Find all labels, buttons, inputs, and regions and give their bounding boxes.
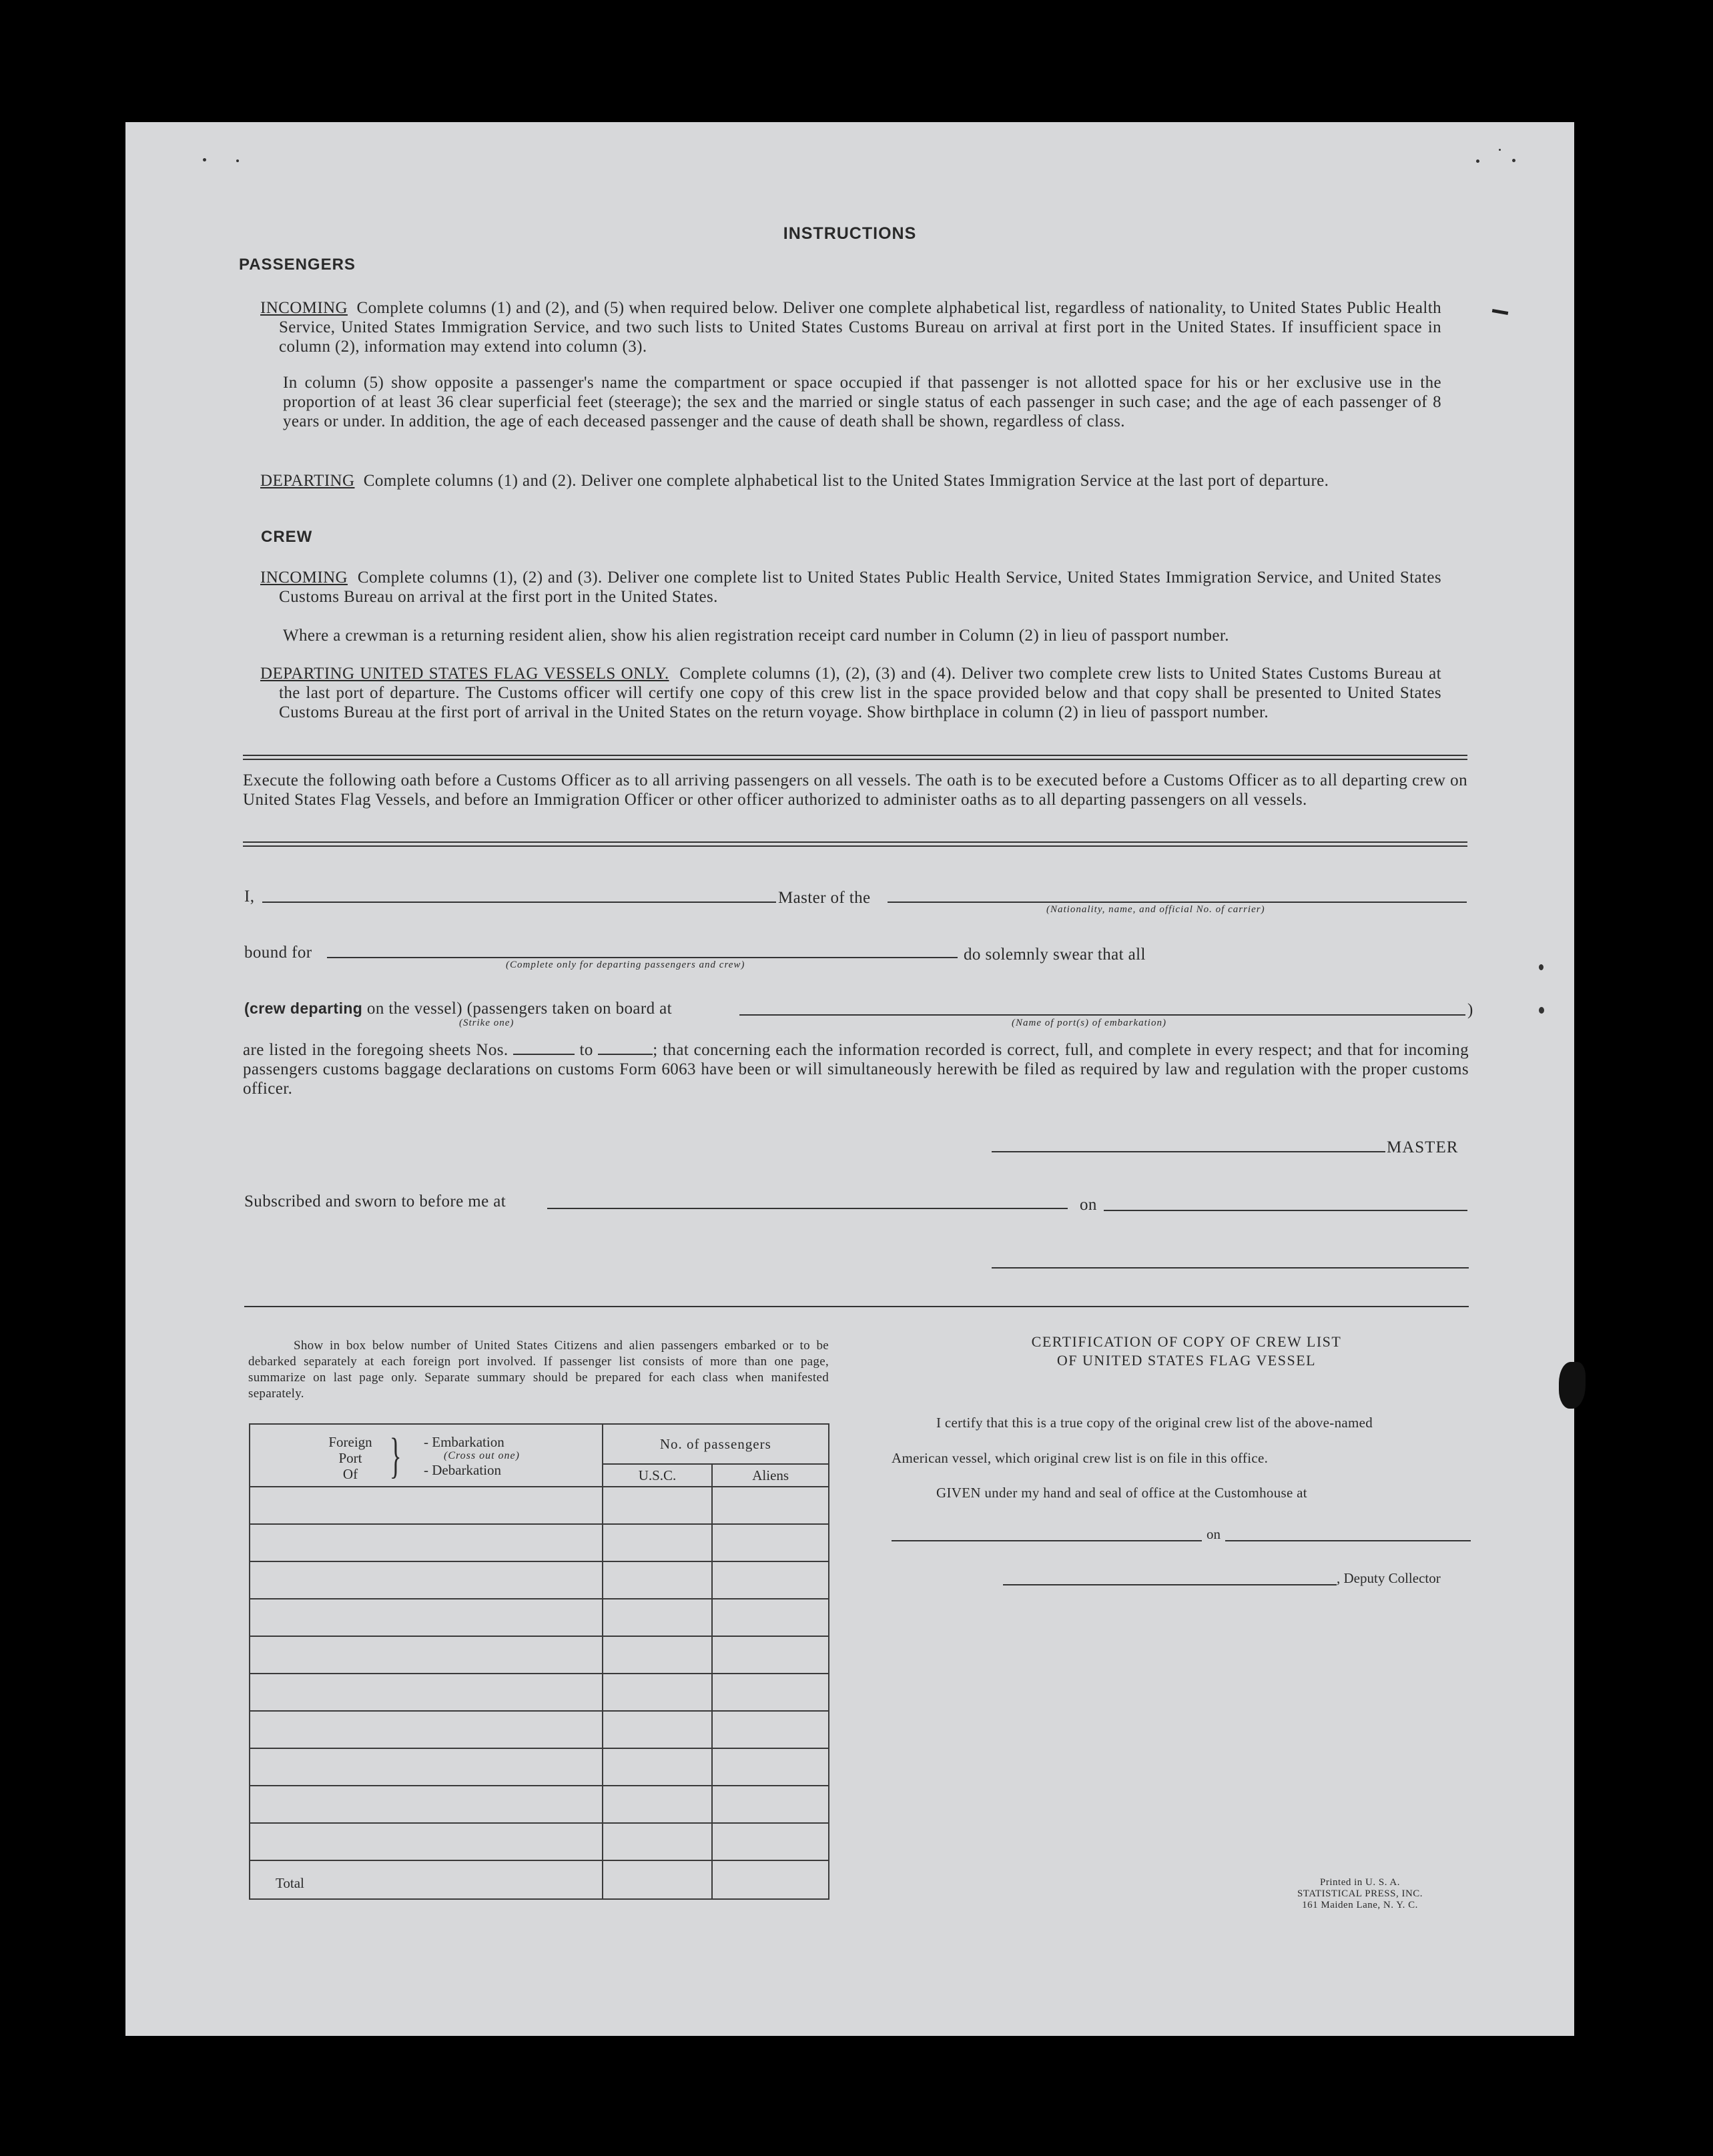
- printer-line1: Printed in U. S. A.: [1320, 1877, 1400, 1888]
- port-label: Port: [338, 1450, 362, 1466]
- crew-incoming-text: Complete columns (1), (2) and (3). Deliver one complete list to United States Public Health Service, United States Immigration Service, and United States Customs Bureau on arrival at the first port in the United States.: [279, 569, 1441, 606]
- aliens-cell[interactable]: [712, 1823, 829, 1860]
- port-cell[interactable]: [250, 1487, 603, 1524]
- crew-departing-text: Complete columns (1), (2), (3) and (4). Deliver two complete crew lists to United States Customs Bureau at the last port of departure. The Customs officer will certify one copy of this crew list in the space provided below and that copy shall be presented to United States Customs Bureau at the first port of arrival in the United States on the return voyage. Show birthplace in column (2) in lieu of passport number.: [279, 665, 1441, 721]
- certify-line1: I certify that this is a true copy of the original crew list of the above-named: [936, 1415, 1373, 1431]
- strike-one-options: [244, 999, 672, 1018]
- usc-cell[interactable]: [603, 1524, 713, 1561]
- bound-for-label: bound for: [244, 944, 312, 962]
- cross-out-caption: (Cross out one): [444, 1450, 520, 1461]
- complete-only-caption: (Complete only for departing passengers and crew): [506, 960, 745, 970]
- total-label: Total: [250, 1860, 603, 1899]
- certify-line2: American vessel, which original crew list is on file in this office.: [892, 1450, 1269, 1466]
- port-cell[interactable]: [250, 1823, 603, 1860]
- scan-speck: [203, 158, 206, 161]
- aliens-header: Aliens: [712, 1464, 829, 1487]
- usc-cell[interactable]: [603, 1636, 713, 1674]
- total-row: [250, 1860, 829, 1899]
- sworn-date-field[interactable]: [1104, 1210, 1467, 1211]
- oath-i-label: I,: [244, 887, 255, 906]
- passengers-incoming-text: Complete columns (1) and (2), and (5) when required below. Deliver one complete alphabetical list, regardless of nationality, to United States Public Health Service, United States Immigration Service, and two such lists to United States Customs Bureau on arrival at first port in the United States. If insufficient space in column (2), information may extend into column (3).: [279, 299, 1441, 356]
- given-text: GIVEN under my hand and seal of office at the Customhouse at: [936, 1485, 1307, 1501]
- sworn-place-field[interactable]: [547, 1208, 1068, 1209]
- certification-date-field[interactable]: [1225, 1540, 1471, 1541]
- table-row: [250, 1561, 829, 1599]
- scan-speck: [1476, 159, 1479, 163]
- crew-incoming-paragraph: [260, 568, 1441, 607]
- scan-speck: [1539, 964, 1544, 970]
- crew-departing-paragraph: [260, 664, 1441, 722]
- master-name-field[interactable]: [262, 902, 776, 903]
- scan-speck: [1499, 149, 1501, 151]
- certification-title-line2: OF UNITED STATES FLAG VESSEL: [1056, 1352, 1317, 1369]
- table-row: [250, 1674, 829, 1711]
- swear-text: do solemnly swear that all: [964, 946, 1146, 964]
- officer-signature-field[interactable]: [992, 1267, 1469, 1269]
- port-cell[interactable]: [250, 1786, 603, 1823]
- aliens-cell[interactable]: [712, 1487, 829, 1524]
- brace-icon: }: [389, 1429, 402, 1483]
- passengers-column5-paragraph: In column (5) show opposite a passenger's name the compartment or space occupied if that passenger is not allotted space for his or her exclusive use in the proportion of at least 36 clear superficial feet (steerage); the sex and the married or single status of each passenger in such case; and the age of each passenger of 8 years or under. In addition, the age of each deceased passenger and the cause of death shall be shown, regardless of class.: [283, 374, 1441, 430]
- closing-paren: ): [1467, 1001, 1473, 1019]
- passengers-departing-paragraph: [260, 471, 1441, 490]
- port-cell[interactable]: [250, 1674, 603, 1711]
- aliens-cell[interactable]: [712, 1711, 829, 1748]
- port-cell[interactable]: [250, 1711, 603, 1748]
- summary-instruction: Show in box below number of United States Citizens and alien passengers embarked or to be debarked separately at each foreign port involved. If passenger list consists of more than one page, summarize on last page only. Separate summary should be prepared for each class when manifested separately.: [248, 1339, 829, 1401]
- usc-cell[interactable]: [603, 1748, 713, 1786]
- aliens-cell[interactable]: [712, 1748, 829, 1786]
- crew-resident-paragraph: Where a crewman is a returning resident alien, show his alien registration receipt card number in Column (2) in lieu of passport number.: [283, 627, 1229, 645]
- on-the-vessel-text: on the vessel): [366, 1000, 462, 1018]
- port-cell[interactable]: [250, 1524, 603, 1561]
- customhouse-field[interactable]: [892, 1540, 1202, 1541]
- port-cell[interactable]: [250, 1599, 603, 1636]
- usc-cell[interactable]: [603, 1599, 713, 1636]
- sworn-on-label: on: [1080, 1196, 1097, 1214]
- passengers-taken-option[interactable]: (passengers taken on board at: [466, 1000, 672, 1018]
- aliens-cell[interactable]: [712, 1561, 829, 1599]
- instructions-title: INSTRUCTIONS: [783, 224, 917, 243]
- printer-imprint: [1260, 1877, 1460, 1911]
- passengers-incoming-paragraph: [260, 298, 1441, 356]
- margin-mark: [1492, 309, 1509, 315]
- aliens-cell[interactable]: [712, 1524, 829, 1561]
- embarkation-option[interactable]: - Embarkation: [424, 1434, 504, 1450]
- port-cell[interactable]: [250, 1748, 603, 1786]
- certification-title: [893, 1333, 1480, 1370]
- crew-departing-label: DEPARTING UNITED STATES FLAG VESSELS ONLY.: [260, 665, 669, 683]
- strike-one-caption: (Strike one): [459, 1018, 515, 1028]
- certification-title-line1: CERTIFICATION OF COPY OF CREW LIST: [1031, 1333, 1342, 1350]
- divider-3: [244, 1306, 1469, 1307]
- printer-line2: STATISTICAL PRESS, INC.: [1297, 1888, 1423, 1899]
- usc-cell[interactable]: [603, 1674, 713, 1711]
- embarkation-ports-field[interactable]: [739, 1014, 1465, 1016]
- foreign-port-header: [250, 1424, 603, 1487]
- passengers-incoming-label: INCOMING: [260, 299, 348, 317]
- deputy-collector-label: , Deputy Collector: [1337, 1570, 1441, 1586]
- aliens-cell[interactable]: [712, 1599, 829, 1636]
- table-row: [250, 1599, 829, 1636]
- divider-1: [243, 755, 1467, 760]
- master-signature-field[interactable]: [992, 1151, 1385, 1152]
- listed-rest-text: ; that concerning each the information recorded is correct, full, and complete in every respect; and that for incoming passengers customs baggage declarations on customs Form 6063 have been or will simultaneously herewith be filed as required by law and regulation with the proper customs officer.: [243, 1041, 1469, 1098]
- listed-sheets-text: are listed in the foregoing sheets Nos.: [243, 1041, 508, 1059]
- foreign-label: Foreign: [328, 1434, 372, 1450]
- port-cell[interactable]: [250, 1636, 603, 1674]
- certification-on-label: on: [1207, 1526, 1221, 1542]
- paper-damage: [1559, 1362, 1586, 1409]
- usc-cell[interactable]: [603, 1711, 713, 1748]
- port-cell[interactable]: [250, 1561, 603, 1599]
- passenger-summary-table: [249, 1423, 829, 1900]
- carrier-field[interactable]: [888, 902, 1467, 903]
- of-label: Of: [342, 1466, 358, 1482]
- nationality-caption: (Nationality, name, and official No. of carrier): [1046, 904, 1265, 915]
- divider-2: [243, 841, 1467, 847]
- sheets-to-field[interactable]: [598, 1040, 653, 1055]
- master-of-the-label: Master of the: [778, 889, 871, 907]
- usc-cell[interactable]: [603, 1786, 713, 1823]
- usc-total-cell[interactable]: [603, 1860, 713, 1899]
- aliens-cell[interactable]: [712, 1674, 829, 1711]
- aliens-cell[interactable]: [712, 1786, 829, 1823]
- table-row: [250, 1748, 829, 1786]
- oath-intro: Execute the following oath before a Customs Officer as to all arriving passengers on all vessels. The oath is to be executed before a Customs Officer as to all departing crew on United States Flag Vessels, and before an Immigration Officer or other officer authorized to administer oaths as to all departing passengers on all vessels.: [243, 771, 1467, 809]
- crew-heading: CREW: [261, 528, 313, 546]
- passengers-heading: PASSENGERS: [239, 256, 356, 274]
- usc-cell[interactable]: [603, 1823, 713, 1860]
- sheets-from-field[interactable]: [513, 1040, 575, 1055]
- deputy-signature-field[interactable]: [1003, 1584, 1337, 1585]
- usc-cell[interactable]: [603, 1487, 713, 1524]
- printer-line3: 161 Maiden Lane, N. Y. C.: [1302, 1900, 1418, 1910]
- name-of-ports-caption: (Name of port(s) of embarkation): [1012, 1018, 1166, 1028]
- aliens-cell[interactable]: [712, 1636, 829, 1674]
- form-page: [125, 122, 1574, 2036]
- no-passengers-header: No. of passengers: [603, 1424, 829, 1464]
- scan-speck: [1539, 1007, 1544, 1014]
- usc-cell[interactable]: [603, 1561, 713, 1599]
- debarkation-option[interactable]: - Debarkation: [424, 1462, 502, 1478]
- table-row: [250, 1823, 829, 1860]
- aliens-total-cell[interactable]: [712, 1860, 829, 1899]
- passengers-departing-text: Complete columns (1) and (2). Deliver one complete alphabetical list to the United States Immigration Service at the last port of departure.: [363, 472, 1329, 490]
- usc-header: U.S.C.: [603, 1464, 713, 1487]
- crew-departing-option[interactable]: (crew departing: [244, 1000, 363, 1017]
- passengers-departing-label: DEPARTING: [260, 472, 355, 490]
- to-text: to: [579, 1041, 593, 1059]
- master-label: MASTER: [1387, 1138, 1459, 1156]
- listed-paragraph: [243, 1040, 1469, 1098]
- table-row: [250, 1524, 829, 1561]
- bound-for-field[interactable]: [327, 957, 958, 958]
- scan-speck: [1512, 159, 1515, 162]
- table-row: [250, 1636, 829, 1674]
- table-row: [250, 1786, 829, 1823]
- subscribed-label: Subscribed and sworn to before me at: [244, 1192, 506, 1210]
- table-row: [250, 1711, 829, 1748]
- scan-speck: [236, 159, 239, 162]
- crew-incoming-label: INCOMING: [260, 569, 348, 587]
- table-row: [250, 1487, 829, 1524]
